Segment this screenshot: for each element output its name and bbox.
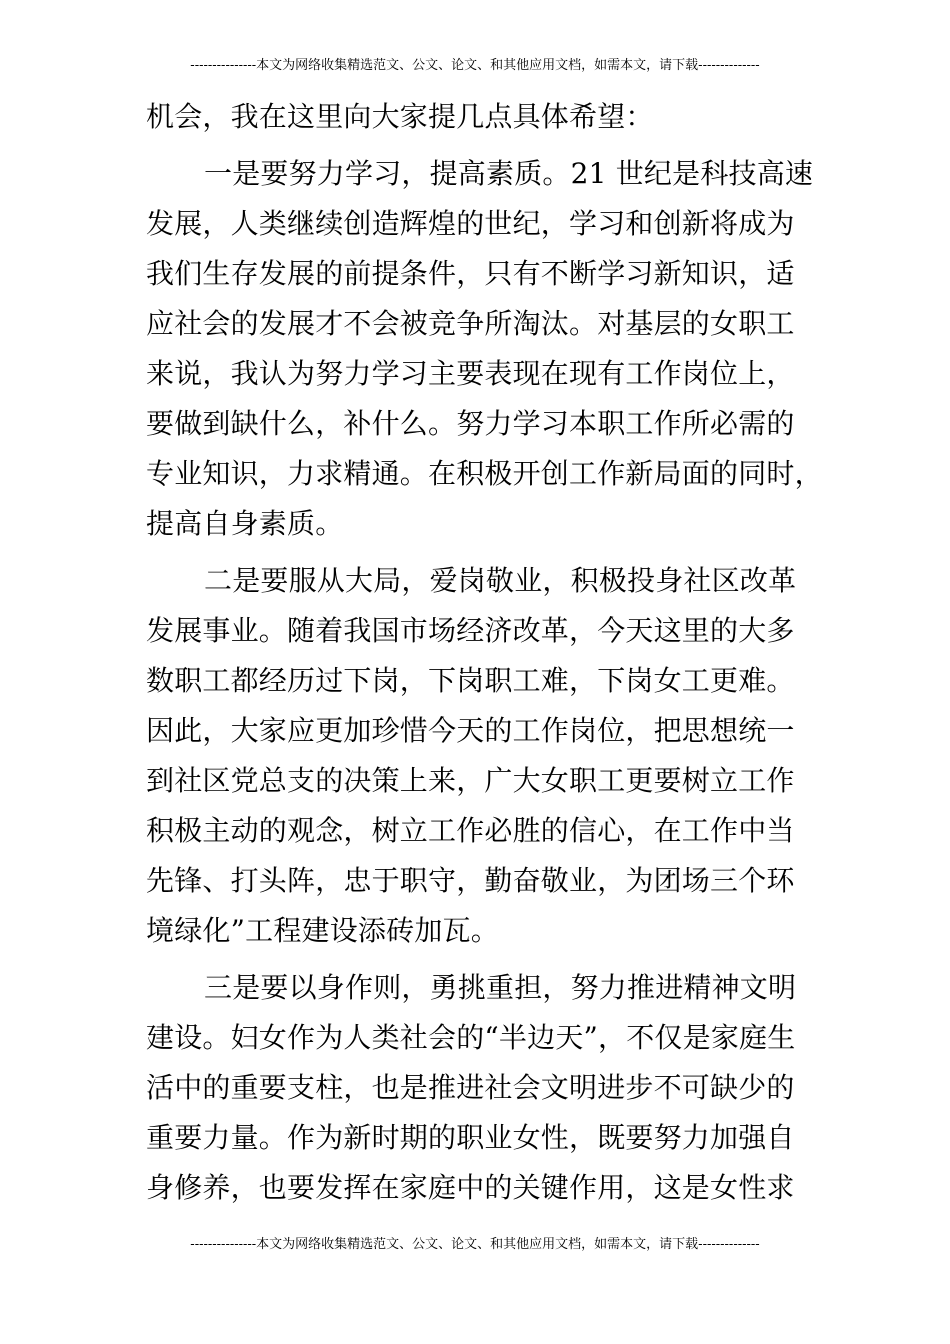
text-line: 重要力量。作为新时期的职业女性，既要努力加强自 [146, 1121, 795, 1154]
text-line: 应社会的发展才不会被竞争所淘汰。对基层的女职工 [146, 307, 795, 340]
text-line: 发展事业。随着我国市场经济改革，今天这里的大多 [146, 614, 795, 647]
text-line: 境绿化”工程建设添砖加瓦。 [146, 914, 499, 947]
page-header: ---------------本文为网络收集精选范文、公文、论文、和其他应用文档，如需本文，请下载-------------- [190, 58, 760, 73]
text-line: 建设。妇女作为人类社会的“半边天”，不仅是家庭生 [146, 1021, 796, 1054]
text-line: 数职工都经历过下岗，下岗职工难，下岗女工更难。 [146, 664, 795, 697]
text-line: 活中的重要支柱，也是推进社会文明进步不可缺少的 [146, 1071, 795, 1104]
text-line: 我们生存发展的前提条件，只有不断学习新知识，适 [146, 257, 795, 290]
text-line: 三是要以身作则，勇挑重担，努力推进精神文明 [204, 971, 797, 1004]
document-body [146, 92, 823, 1213]
paragraph [146, 92, 806, 142]
paragraph [146, 963, 806, 1213]
text-line: 来说，我认为努力学习主要表现在现有工作岗位上， [146, 357, 795, 390]
text-line: 专业知识，力求精通。在积极开创工作新局面的同时， [146, 457, 823, 490]
paragraph [146, 556, 806, 956]
paragraph [146, 149, 823, 549]
text-line: 身修养，也要发挥在家庭中的关键作用，这是女性求 [146, 1171, 795, 1204]
text-line: 要做到缺什么，补什么。努力学习本职工作所必需的 [146, 407, 795, 440]
text-line: 发展，人类继续创造辉煌的世纪，学习和创新将成为 [146, 207, 795, 240]
text-line: 积极主动的观念，树立工作必胜的信心，在工作中当 [146, 814, 795, 847]
text-line: 先锋、打头阵，忠于职守，勤奋敬业，为团场三个环 [146, 864, 795, 897]
text-line: 到社区党总支的决策上来，广大女职工更要树立工作 [146, 764, 795, 797]
text-line: 因此，大家应更加珍惜今天的工作岗位，把思想统一 [146, 714, 795, 747]
text-line: 一是要努力学习，提高素质。21 世纪是科技高速 [204, 157, 814, 190]
page-footer: ---------------本文为网络收集精选范文、公文、论文、和其他应用文档，如需本文，请下载-------------- [190, 1237, 760, 1252]
text-line: 提高自身素质。 [146, 507, 344, 540]
text-line: 机会，我在这里向大家提几点具体希望： [146, 100, 654, 133]
text-line: 二是要服从大局，爱岗敬业，积极投身社区改革 [204, 564, 797, 597]
